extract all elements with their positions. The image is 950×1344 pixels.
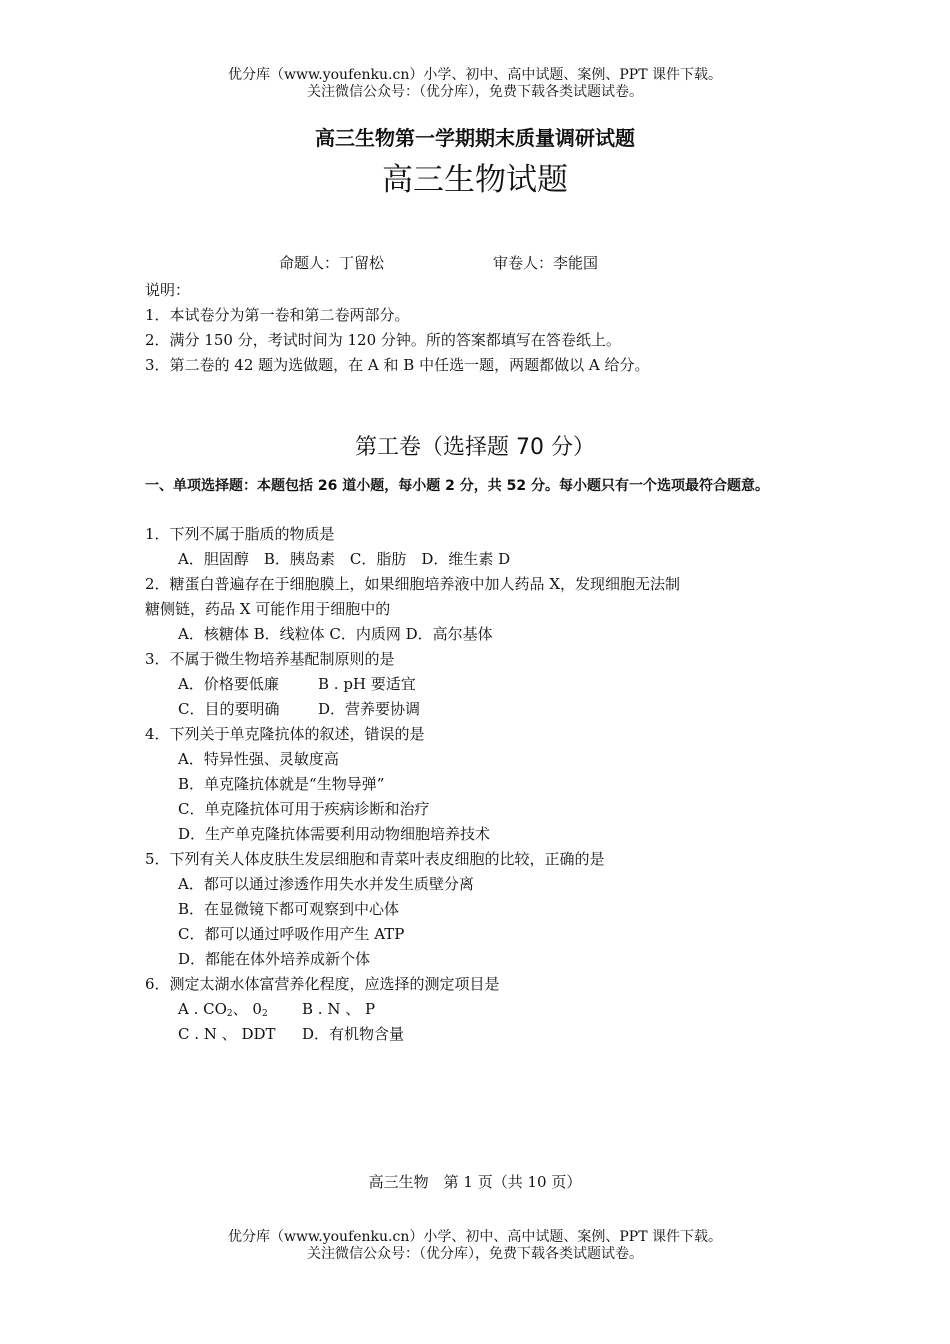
section-title: 第工卷（选择题 70 分） xyxy=(355,435,595,460)
question-3-options-row-1 xyxy=(145,672,825,697)
exam-title: 高三生物试题 xyxy=(382,162,568,198)
question-3-option-d: D．营养要协调 xyxy=(318,700,421,718)
subscript: 2 xyxy=(261,1009,268,1019)
section-instructions: 一、单项选择题：本题包括 26 道小题，每小题 2 分，共 52 分。每小题只有一个选项最符合题意。 xyxy=(145,478,769,494)
question-4-option-d: D．生产单克隆抗体需要利用动物细胞培养技术 xyxy=(178,825,491,843)
question-1-stem: 1．下列不属于脂质的物质是 xyxy=(145,525,335,543)
note-item: 2．满分 150 分，考试时间为 120 分钟。所的答案都填写在答卷纸上。 xyxy=(145,331,621,349)
question-4-option-a: A．特异性强、灵敏度高 xyxy=(178,750,339,768)
note-item: 1．本试卷分为第一卷和第二卷两部分。 xyxy=(145,306,410,324)
banner-line-1: 优分库（www.youfenku.cn）小学、初中、高中试题、案例、PPT 课件下载。 xyxy=(227,1229,722,1245)
reviewer: 审卷人：李能国 xyxy=(493,254,599,272)
question-2-stem-line-1: 2．糖蛋白普遍存在于细胞膜上，如果细胞培养液中加人药品 X，发现细胞无法制 xyxy=(145,575,680,593)
question-6-option-c: C . N 、 DDT xyxy=(178,1025,276,1043)
question-5-stem: 5．下列有关人体皮肤生发层细胞和青菜叶表皮细胞的比较，正确的是 xyxy=(145,850,605,868)
question-3-option-b: B . pH 要适宜 xyxy=(318,675,416,693)
question-3-option-c: C．目的要明确 xyxy=(178,700,280,718)
notes-heading: 说明： xyxy=(145,281,191,299)
question-list xyxy=(145,522,825,1047)
author: 命题人：丁留松 xyxy=(279,254,385,272)
question-3-stem: 3．不属于微生物培养基配制原则的是 xyxy=(145,650,395,668)
page-footer: 高三生物 第 1 页（共 10 页） xyxy=(368,1173,582,1191)
question-5-option-a: A．都可以通过渗透作用失水并发生质壁分离 xyxy=(178,875,474,893)
banner-line-2: 关注微信公众号：（优分库），免费下载各类试题试卷。 xyxy=(307,1246,643,1262)
question-6-stem: 6．测定太湖水体富营养化程度，应选择的测定项目是 xyxy=(145,975,500,993)
exam-subtitle: 高三生物第一学期期末质量调研试题 xyxy=(315,126,635,150)
question-4-option-c: C．单克隆抗体可用于疾病诊断和治疗 xyxy=(178,800,430,818)
question-5-option-b: B．在显微镜下都可观察到中心体 xyxy=(178,900,400,918)
question-2-options: A．核糖体 B．线粒体 C．内质网 D．高尔基体 xyxy=(178,625,493,643)
question-4-stem: 4．下列关于单克隆抗体的叙述，错误的是 xyxy=(145,725,425,743)
question-1-options: A．胆固醇 B．胰岛素 C．脂肪 D．维生素 D xyxy=(178,550,511,568)
question-2-stem-line-2: 糖侧链，药品 X 可能作用于细胞中的 xyxy=(145,600,391,618)
question-6-option-b: B . N 、 P xyxy=(302,1000,376,1018)
question-6-option-a-text-2: 、 0 xyxy=(232,1000,262,1018)
notes xyxy=(145,278,649,378)
question-6-options-row-2 xyxy=(145,1022,825,1047)
top-banner xyxy=(0,67,950,101)
question-6-options-row-1 xyxy=(145,997,825,1022)
question-4-option-b: B．单克隆抗体就是“生物导弹” xyxy=(178,775,385,793)
question-6-option-d: D．有机物含量 xyxy=(302,1025,405,1043)
banner-line-1: 优分库（www.youfenku.cn）小学、初中、高中试题、案例、PPT 课件下载。 xyxy=(227,67,722,83)
note-item: 3．第二卷的 42 题为选做题，在 A 和 B 中任选一题，两题都做以 A 给分。 xyxy=(145,356,650,374)
bottom-banner xyxy=(0,1229,950,1263)
question-3-options-row-2 xyxy=(145,697,825,722)
subscript: 2 xyxy=(226,1009,233,1019)
question-6-option-a-text: A . CO xyxy=(178,1000,227,1018)
authors-line xyxy=(279,252,599,273)
question-5-option-d: D．都能在体外培养成新个体 xyxy=(178,950,371,968)
question-5-option-c: C．都可以通过呼吸作用产生 ATP xyxy=(178,925,405,943)
banner-line-2: 关注微信公众号：（优分库），免费下载各类试题试卷。 xyxy=(307,84,643,100)
question-3-option-a: A．价格要低廉 xyxy=(178,675,279,693)
